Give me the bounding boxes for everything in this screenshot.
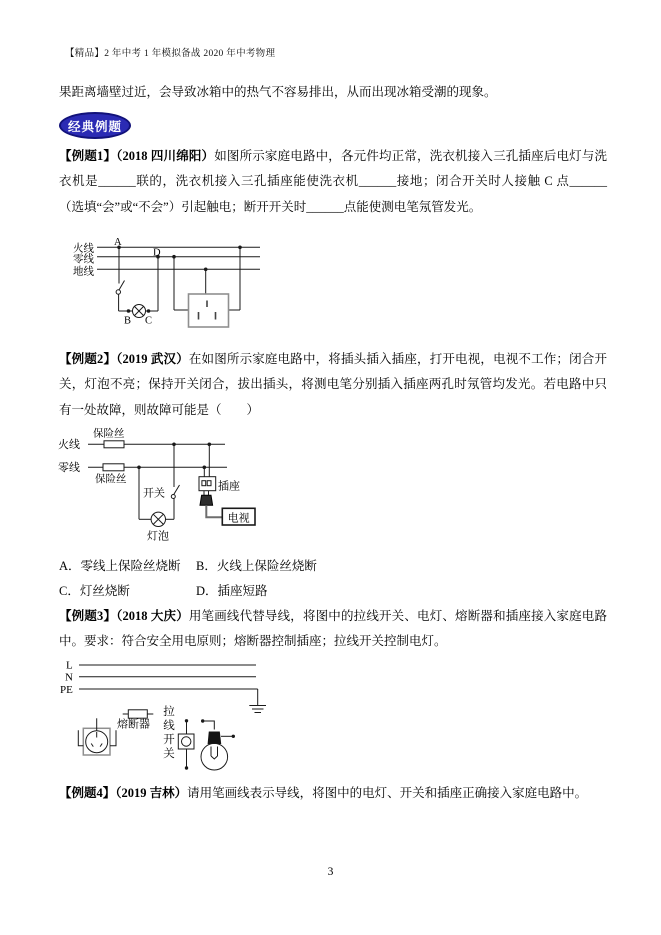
- light-bulb-icon: [201, 719, 235, 770]
- example1-label: 【例题1】: [59, 149, 117, 163]
- switch-icon: [171, 485, 179, 499]
- option-d-separator: ．: [205, 584, 218, 598]
- tv-box: [222, 508, 255, 525]
- socket-label: 插座: [218, 480, 240, 493]
- intro-text: 果距离墙壁过近，会导致冰箱中的热气不容易排出，从而出现冰箱受潮的现象。: [59, 85, 497, 99]
- supply-wires: [97, 247, 260, 269]
- example3-body: 用笔画线代替导线，将图中的拉线开关、电灯、熔断器和插座接入家庭电路中。要求：符合安全用电原则；熔断器控制插座；拉线开关控制电灯。: [59, 609, 607, 649]
- option-a-separator: ．: [68, 559, 81, 573]
- wall-socket-icon: [78, 718, 116, 755]
- plug-icon: [200, 491, 213, 506]
- pull-switch-icon: [178, 719, 194, 770]
- example4-paragraph: [59, 781, 607, 806]
- lamp-branch-wires: [139, 444, 174, 519]
- household-circuit-diagram-2: [55, 425, 265, 547]
- example4-body: 请用笔画线表示导线，将图中的电灯、开关和插座正确接入家庭电路中。: [187, 786, 588, 800]
- two-hole-socket-icon: [199, 477, 216, 491]
- pull-switch-label: 拉线开关: [162, 705, 174, 761]
- tv-label: 电视: [227, 512, 250, 525]
- switch-label: 开关: [143, 487, 165, 500]
- bulb-label: 灯泡: [147, 530, 169, 543]
- supply-wires: [79, 665, 258, 706]
- earth-ground-icon: [249, 706, 266, 713]
- fuse-icon: [123, 710, 154, 718]
- option-c-text: 灯丝烧断: [79, 584, 130, 598]
- live-wire-label: 火线: [58, 439, 80, 451]
- circuit-figure-1: [70, 232, 270, 335]
- wire-labels: [73, 242, 94, 278]
- option-b-key: B: [196, 559, 205, 573]
- point-d-label: D: [153, 247, 161, 259]
- option-a: [59, 556, 181, 574]
- neutral-wire-label: 零线: [73, 254, 94, 265]
- three-hole-socket-icon: [189, 294, 229, 327]
- example2-source: （2019 武汉）: [116, 352, 189, 366]
- example4-source: （2019 吉林）: [115, 786, 188, 800]
- neutral-wire-label: 零线: [58, 462, 80, 474]
- example2-paragraph: [59, 347, 607, 423]
- option-b: [196, 556, 317, 574]
- page-header: 【精品】2 年中考 1 年模拟备战 2020 年中考物理: [65, 49, 276, 59]
- circuit-figure-2: [55, 425, 265, 547]
- classic-examples-badge: [59, 112, 131, 139]
- fuse-bottom-label: 保险丝: [95, 474, 127, 485]
- example3-paragraph: [59, 604, 607, 655]
- point-b-label: B: [124, 315, 132, 327]
- tv-power-cord: [206, 505, 222, 517]
- diagram3-labels: [60, 660, 150, 731]
- example2-label: 【例题2】: [59, 352, 117, 366]
- line-pe-label: PE: [60, 684, 73, 696]
- live-wire-label: 火线: [73, 243, 94, 255]
- socket-branch-wires: [204, 444, 209, 476]
- point-a-label: A: [114, 237, 122, 248]
- option-c: [59, 581, 130, 599]
- option-c-separator: ．: [67, 584, 80, 598]
- example1-source: （2018 四川绵阳）: [116, 149, 215, 163]
- example4-label: 【例题4】: [59, 786, 116, 800]
- page-number: 3: [327, 866, 334, 878]
- line-l-label: L: [66, 659, 73, 672]
- option-b-separator: ．: [204, 559, 217, 573]
- fuse-icon-live: [104, 441, 124, 448]
- option-d: [196, 581, 268, 599]
- point-c-label: C: [145, 315, 153, 327]
- option-d-text: 插座短路: [217, 584, 268, 598]
- option-c-key: C: [59, 584, 68, 598]
- example3-source: （2018 大庆）: [116, 609, 189, 623]
- switch-icon: [116, 281, 124, 295]
- circuit-figure-3: [55, 652, 270, 777]
- lamp-icon: [151, 512, 165, 526]
- line-n-label: N: [65, 671, 73, 684]
- fuse-top-label: 保险丝: [93, 428, 125, 440]
- option-a-key: A: [59, 559, 69, 573]
- option-b-text: 火线上保险丝烧断: [216, 559, 317, 573]
- fuse-label: 熔断器: [117, 718, 150, 731]
- example1-body: 如图所示家庭电路中，各元件均正常，洗衣机接入三孔插座后电灯与洗衣机是______联的，洗衣机接入三孔插座能使洗衣机______接地；闭合开关时人接触 C 点______（选填“会”或“不会”）引起触电；断开开关时______点能使测电笔氖管发光。: [59, 149, 607, 214]
- option-d-key: D: [196, 584, 206, 598]
- earth-wire-label: 地线: [73, 266, 94, 278]
- lamp-icon: [133, 305, 146, 318]
- fuse-icon-neutral: [103, 464, 124, 471]
- household-circuit-diagram-1: [70, 232, 270, 335]
- example3-label: 【例题3】: [59, 609, 117, 623]
- example2-body: 在如图所示家庭电路中，将插头插入插座，打开电视，电视不工作；闭合开关，灯泡不亮；保持开关闭合，拔出插头，将测电笔分别插入插座两孔时氖管均发光。若电路中只有一处故障，则故障可能是（ ）: [59, 352, 607, 417]
- badge-label: 经典例题: [67, 119, 122, 134]
- option-a-text: 零线上保险丝烧断: [80, 559, 181, 573]
- example1-paragraph: [59, 144, 607, 220]
